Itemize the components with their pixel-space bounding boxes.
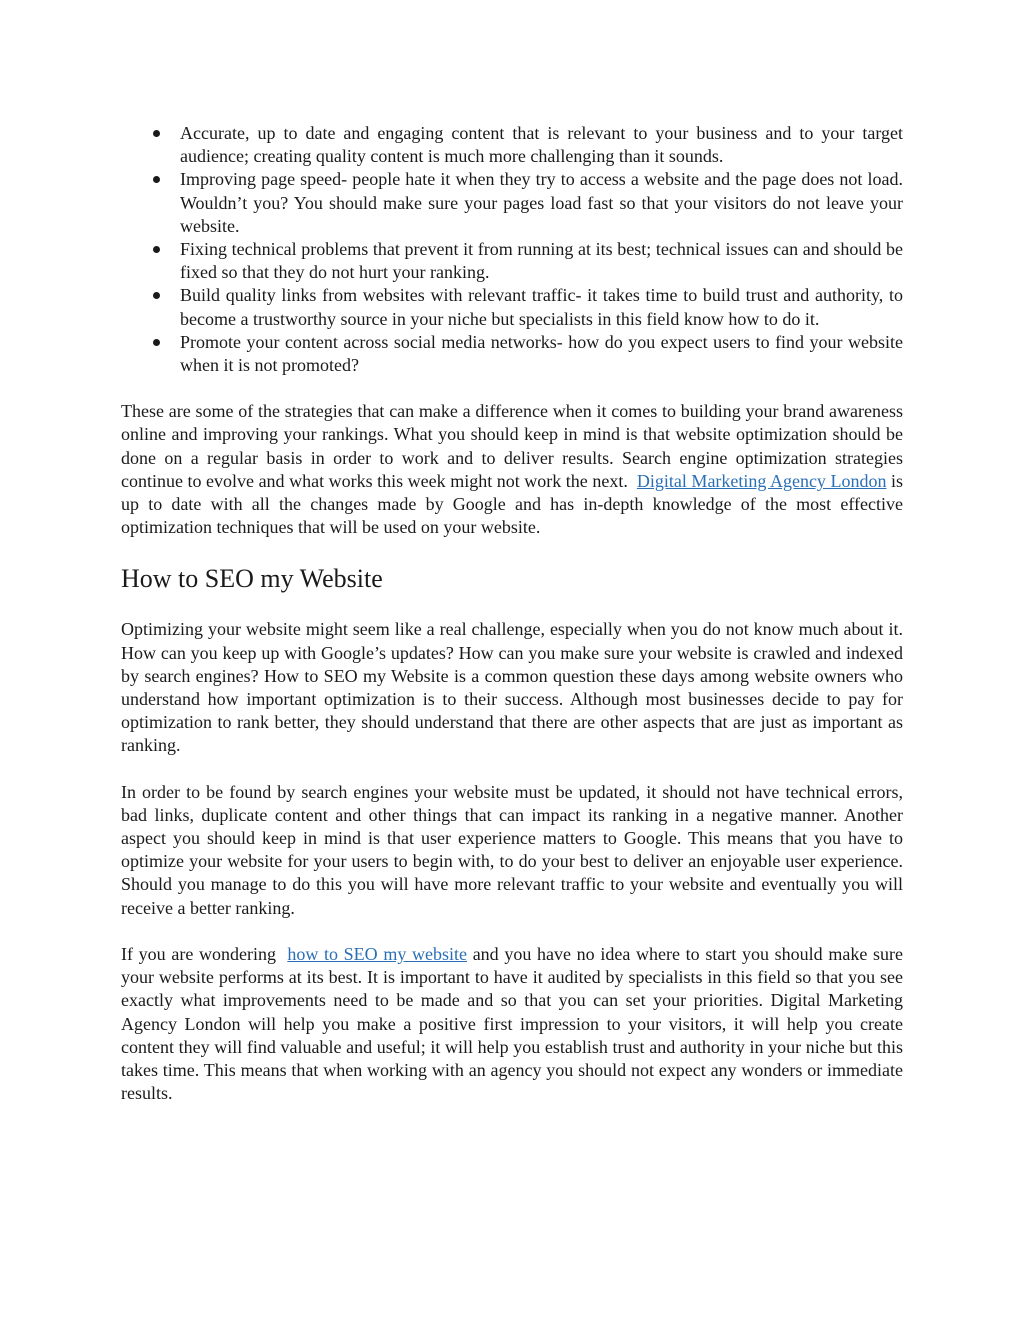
bullet-item (121, 284, 903, 330)
bullet-text: Build quality links from websites with relevant traffic- it takes time to build trust and authority, to become a trustworthy source in your niche but specialists in this field know how to do it. (180, 285, 903, 329)
bullet-item (121, 122, 903, 168)
paragraph-text: These are some of the strategies that can make a difference when it comes to building your brand awareness online and improving your rankings. What you should keep in mind is that website optimization should be done on a regular basis in order to work and to deliver results. Search engine optimization strategies continue to evolve and what works this week might not work the next. (121, 401, 903, 491)
digital-marketing-agency-link[interactable]: Digital Marketing Agency London (636, 470, 887, 491)
strategy-bullet-list (121, 122, 903, 377)
bullet-item (121, 168, 903, 238)
bullet-text: Improving page speed- people hate it when they try to access a website and the page does not load. Wouldn’t you? You should make sure your pages load fast so that your visitors do not leave your website. (180, 169, 903, 236)
paragraph-text: is up to date with all the changes made by Google and has in-depth knowledge of the most effective optimization techniques that will be used on your website. (121, 470, 904, 538)
paragraph-text: If you are wondering (121, 943, 276, 964)
bullet-dot-icon (153, 339, 160, 346)
how-to-seo-link[interactable]: how to SEO my website (287, 943, 468, 964)
bullet-dot-icon (153, 130, 160, 137)
bullet-text: Promote your content across social media networks- how do you expect users to find your website when it is not promoted? (180, 331, 903, 376)
search-engines-paragraph: In order to be found by search engines your website must be updated, it should not have technical errors, bad links, duplicate content and other things that can impact its ranking in a negative manner. Another aspect you should keep in mind is that user experience matters to Google. This means that you have to optimize your website for your users to begin with, to do your best to deliver an enjoyable user experience. Should you manage to do this you will have more relevant traffic to your website and eventually you will receive a better ranking. (121, 781, 903, 918)
bullet-dot-icon (153, 292, 160, 299)
bullet-text: Accurate, up to date and engaging content that is relevant to your business and to your target audience; creating quality content is much more challenging than it sounds. (180, 123, 903, 167)
bullet-dot-icon (153, 246, 160, 253)
section-heading: How to SEO my Website (121, 564, 383, 594)
bullet-item (121, 331, 903, 377)
paragraph-text: and you have no idea where to start you should make sure your website performs at its best. It is important to have it audited by specialists in this field so that you see exactly what improvements need to be made and so that you can set your priorities. Digital Marketing Agency London will help you make a positive first impression to your visitors, it will help you create content they will find valuable and useful; it will help you establish trust and authority in your niche but this takes time. This means that when working with an agency you should not expect any wonders or immediate results. (121, 943, 903, 1104)
bullet-dot-icon (153, 176, 160, 183)
wondering-paragraph (121, 943, 903, 1105)
document-page (121, 122, 903, 1105)
bullet-text: Fixing technical problems that prevent it from running at its best; technical issues can and should be fixed so that they do not hurt your ranking. (180, 239, 903, 283)
optimizing-paragraph: Optimizing your website might seem like a real challenge, especially when you do not know much about it. How can you keep up with Google’s updates? How can you make sure your website is crawled and indexed by search engines? How to SEO my Website is a common question these days among website owners who understand how important optimization is to their success. Although most businesses decide to pay for optimization to rank better, they should understand that there are other aspects that are just as important as ranking. (121, 619, 903, 756)
strategies-paragraph (121, 400, 903, 539)
bullet-item (121, 238, 903, 284)
